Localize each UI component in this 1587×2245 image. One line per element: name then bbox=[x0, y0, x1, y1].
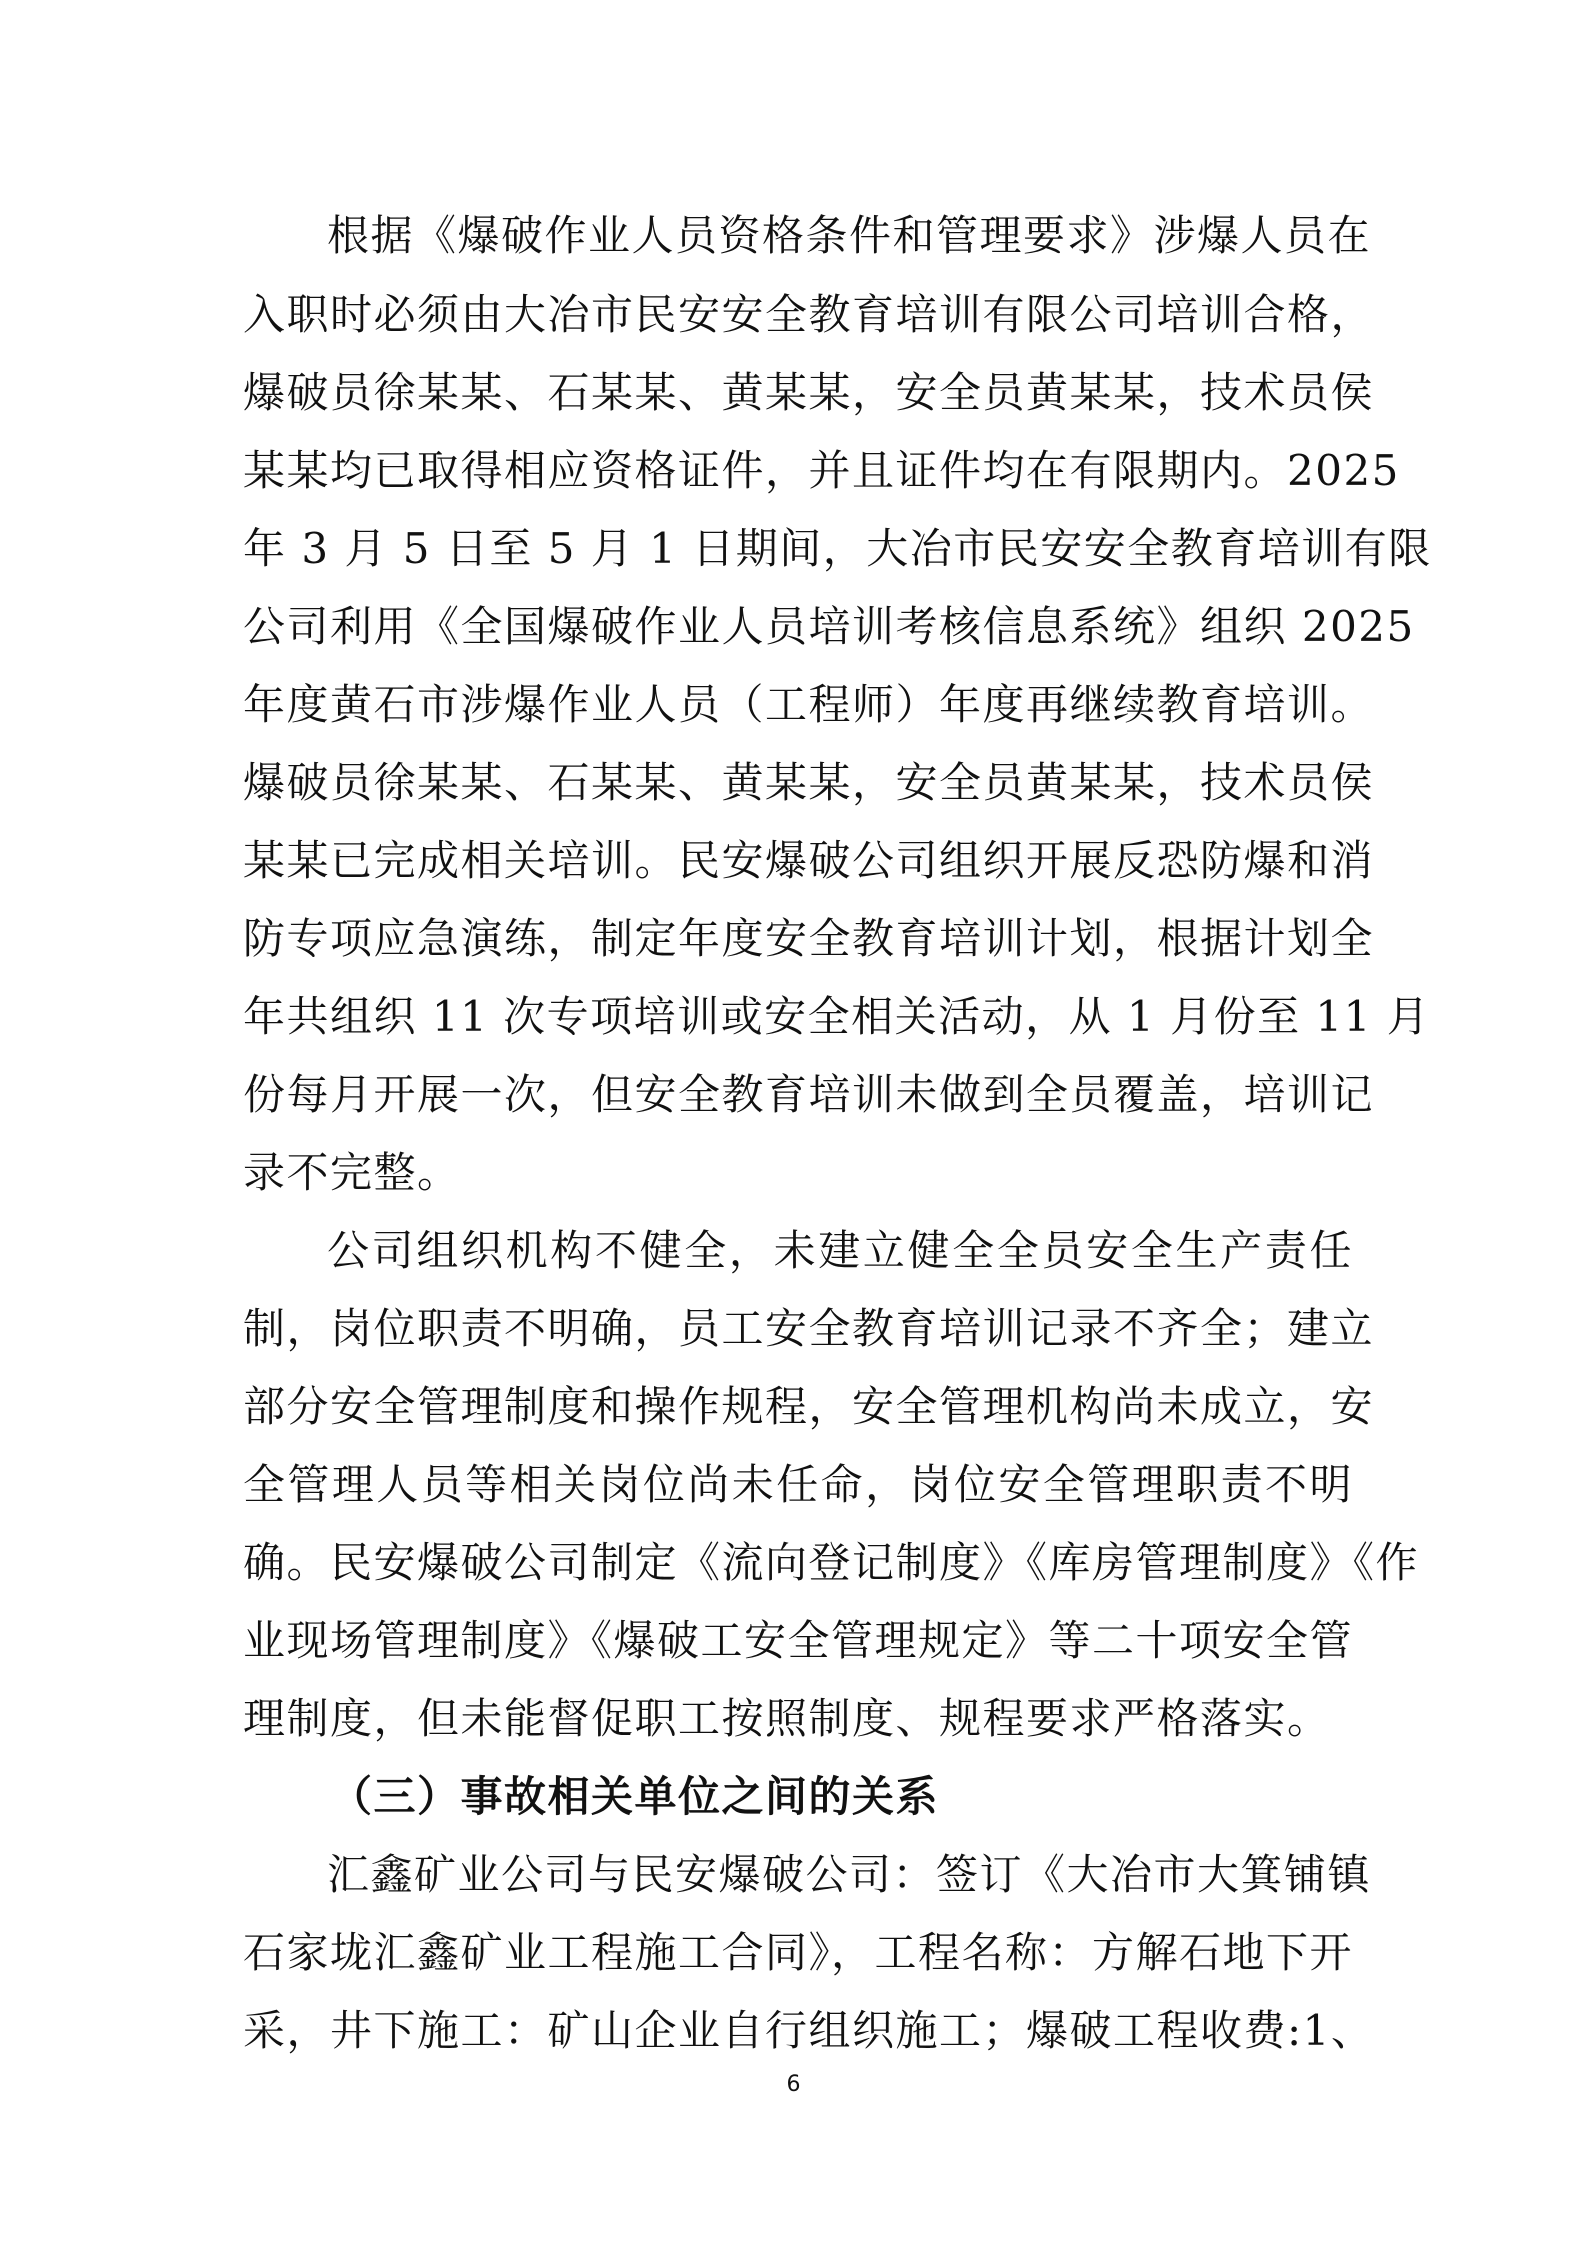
paragraph-line: 某某已完成相关培训。民安爆破公司组织开展反恐防爆和消 bbox=[243, 836, 1375, 885]
page-number: 6 bbox=[786, 2072, 801, 2097]
paragraph-line: 年度黄石市涉爆作业人员（工程师）年度再继续教育培训。 bbox=[243, 680, 1375, 729]
paragraph-line: 年共组织 11 次专项培训或安全相关活动，从 1 月份至 11 月 bbox=[243, 992, 1431, 1041]
paragraph-line: 份每月开展一次，但安全教育培训未做到全员覆盖，培训记 bbox=[243, 1070, 1375, 1119]
paragraph-line: 石家垅汇鑫矿业工程施工合同》，工程名称：方解石地下开 bbox=[243, 1928, 1354, 1977]
paragraph-line: 理制度，但未能督促职工按照制度、规程要求严格落实。 bbox=[243, 1694, 1331, 1743]
paragraph-line: 公司组织机构不健全，未建立健全全员安全生产责任 bbox=[327, 1226, 1353, 1275]
paragraph-line: 制，岗位职责不明确，员工安全教育培训记录不齐全；建立 bbox=[243, 1304, 1375, 1353]
paragraph-line: 采，井下施工：矿山企业自行组织施工；爆破工程收费:1、 bbox=[243, 2006, 1375, 2055]
paragraph-line: 某某均已取得相应资格证件，并且证件均在有限期内。2025 bbox=[243, 446, 1400, 495]
paragraph-line: 公司利用《全国爆破作业人员培训考核信息系统》组织 2025 bbox=[243, 602, 1415, 651]
paragraph-line: 年 3 月 5 日至 5 月 1 日期间，大冶市民安安全教育培训有限 bbox=[243, 524, 1432, 573]
section-heading: （三）事故相关单位之间的关系 bbox=[330, 1772, 940, 1821]
paragraph-line: 全管理人员等相关岗位尚未任命，岗位安全管理职责不明 bbox=[243, 1460, 1353, 1509]
paragraph-line: 防专项应急演练，制定年度安全教育培训计划，根据计划全 bbox=[243, 914, 1375, 963]
paragraph-line: 确。民安爆破公司制定《流向登记制度》《库房管理制度》《作 bbox=[243, 1538, 1420, 1587]
paragraph-line: 爆破员徐某某、石某某、黄某某，安全员黄某某，技术员侯 bbox=[243, 368, 1375, 417]
paragraph-line: 录不完整。 bbox=[243, 1148, 461, 1197]
paragraph-line: 汇鑫矿业公司与民安爆破公司：签订《大冶市大箕铺镇 bbox=[327, 1850, 1372, 1899]
paragraph-line: 部分安全管理制度和操作规程，安全管理机构尚未成立，安 bbox=[243, 1382, 1375, 1431]
paragraph-line: 爆破员徐某某、石某某、黄某某，安全员黄某某，技术员侯 bbox=[243, 758, 1375, 807]
paragraph-line: 根据《爆破作业人员资格条件和管理要求》涉爆人员在 bbox=[327, 211, 1372, 260]
paragraph-line: 业现场管理制度》《爆破工安全管理规定》等二十项安全管 bbox=[243, 1616, 1354, 1665]
paragraph-line: 入职时必须由大冶市民安安全教育培训有限公司培训合格， bbox=[243, 290, 1375, 339]
